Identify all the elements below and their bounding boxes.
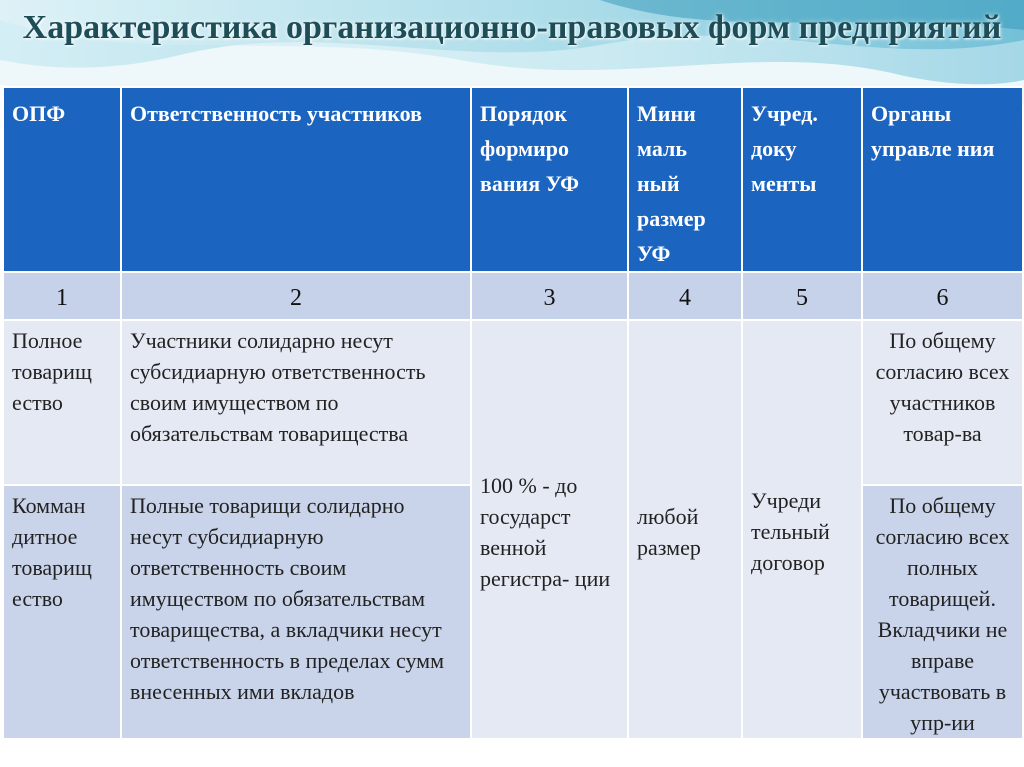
column-number: 5 (742, 272, 862, 320)
characteristics-table (2, 86, 1022, 740)
cell-liability: Участники солидарно несут субсидиарную ответственность своим имуществом по обязательствам товарищества (121, 320, 471, 485)
header-min-size: Мини маль ный размер УФ (628, 87, 742, 272)
header-documents: Учред. доку менты (742, 87, 862, 272)
cell-liability: Полные товарищи солидарно несут субсидиарную ответственность своим имуществом по обязательствам товарищества, а вкладчики несут ответственность в пределах сумм внесенных ими вкладов (121, 485, 471, 739)
header-formation: Порядок формиро вания УФ (471, 87, 628, 272)
column-number: 2 (121, 272, 471, 320)
cell-formation: 100 % - до государст венной регистра- ции (471, 320, 628, 739)
cell-opf: Комман дитное товарищ ество (3, 485, 121, 739)
cell-opf: Полное товарищ ество (3, 320, 121, 485)
column-number: 3 (471, 272, 628, 320)
header-row (3, 87, 1022, 272)
column-number: 6 (862, 272, 1022, 320)
number-row (3, 272, 1022, 320)
cell-min-size: любой размер (628, 320, 742, 739)
header-management: Органы управле ния (862, 87, 1022, 272)
table-row (3, 320, 1022, 485)
header-liability: Ответственность участников (121, 87, 471, 272)
slide-title: Характеристика организационно-правовых форм предприятий (22, 9, 1002, 46)
cell-management: По общему согласию всех участников товар-ва (862, 320, 1022, 485)
cell-documents: Учреди тельный договор (742, 320, 862, 739)
characteristics-table-container (2, 86, 1022, 767)
column-number: 4 (628, 272, 742, 320)
column-number: 1 (3, 272, 121, 320)
header-opf: ОПФ (3, 87, 121, 272)
cell-management: По общему согласию всех полных товарищей. Вкладчики не вправе участвовать в упр-ии (862, 485, 1022, 739)
